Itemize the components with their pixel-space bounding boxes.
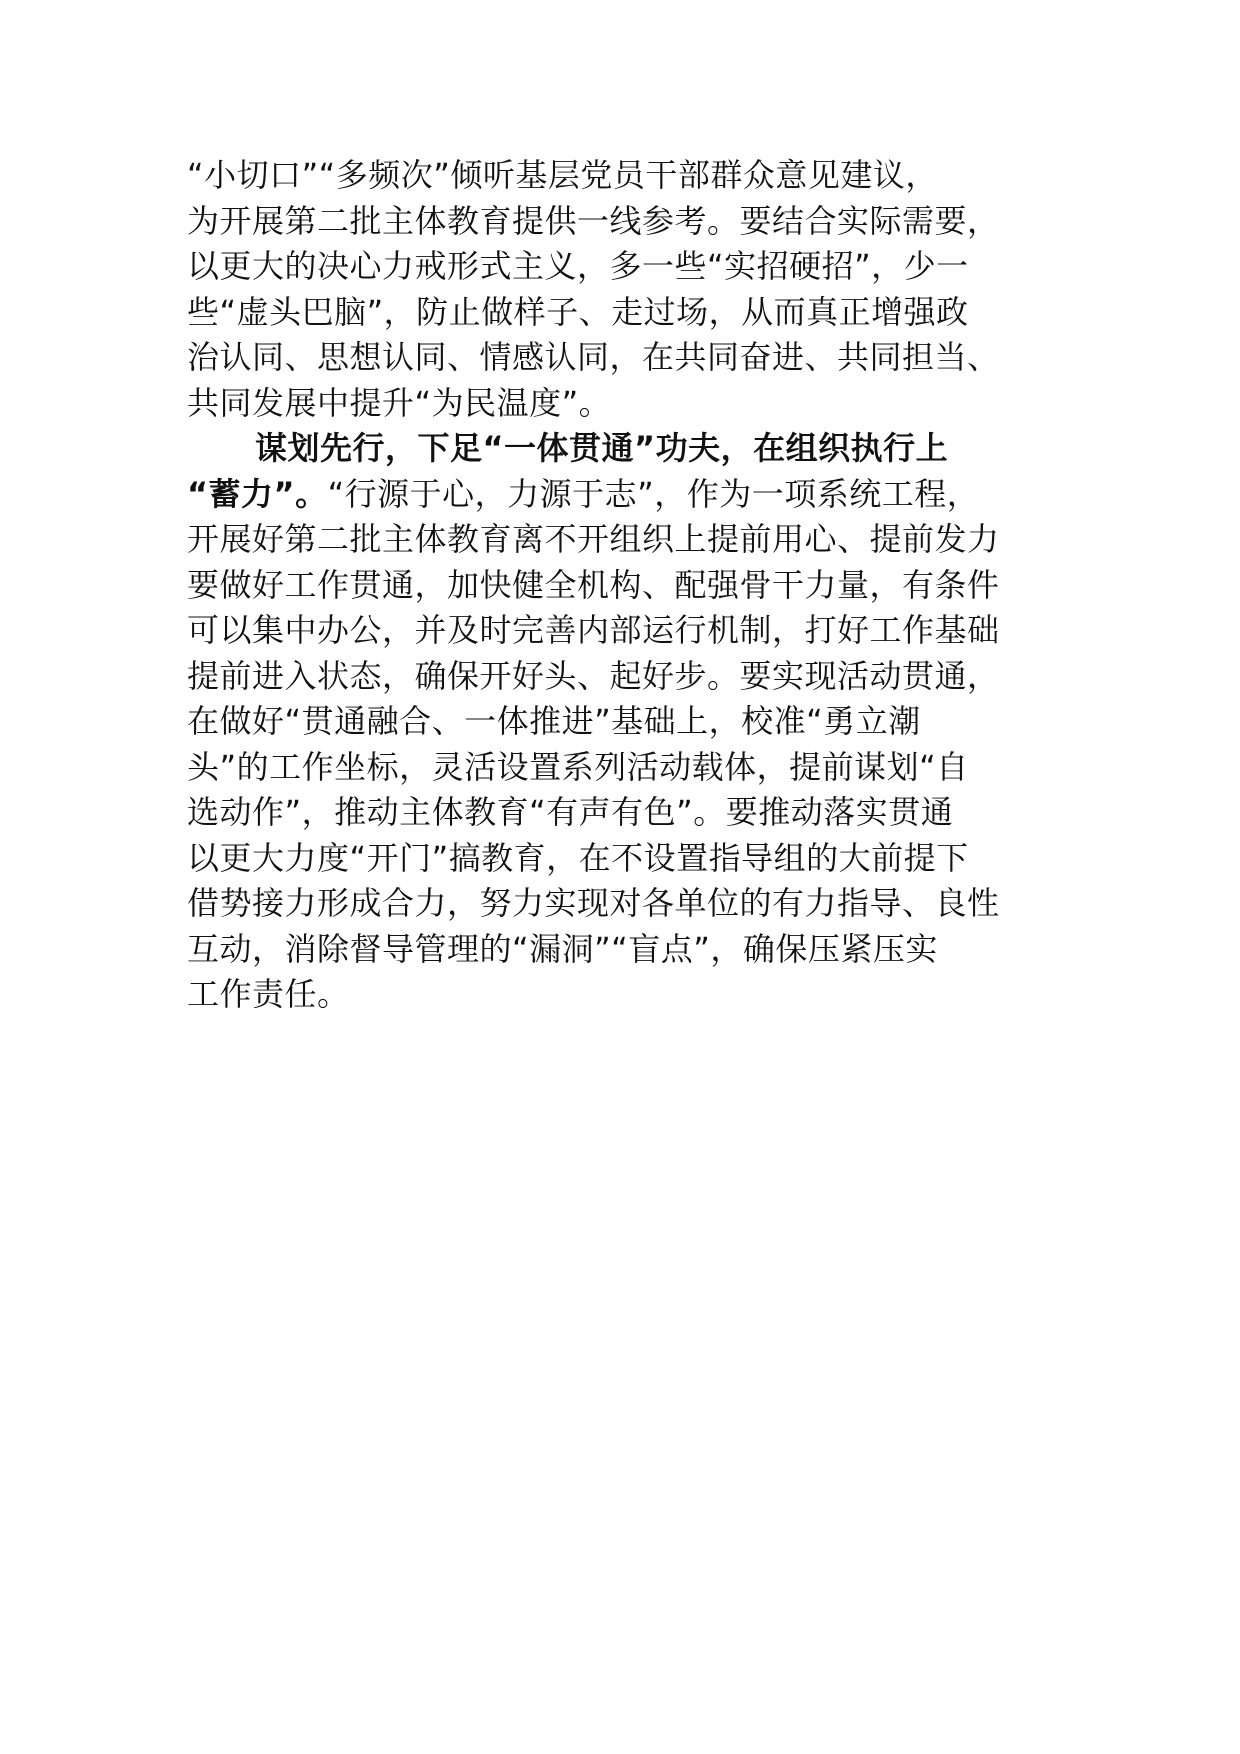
paragraph-2-line-10: 以更大力度“开门”搞教育，在不设置指导组的大前提下 (187, 838, 969, 877)
paragraph-2-line-8: 头”的工作坐标，灵活设置系列活动载体，提前谋划“自 (187, 747, 969, 786)
paragraph-2-line-6: 提前进入状态，确保开好头、起好步。要实现活动贯通， (187, 656, 1000, 695)
paragraph-2-line-9: 选动作”，推动主体教育“有声有色”。要推动落实贯通 (187, 793, 954, 831)
paragraph-2-line-5: 可以集中办公，并及时完善内部运行机制，打好工作基础 (187, 611, 1000, 649)
paragraph-2-line-3: 开展好第二批主体教育离不开组织上提前用心、提前发力 (187, 520, 1000, 558)
paragraph-2-line-11: 借势接力形成合力，努力实现对各单位的有力指导、良性 (187, 884, 1000, 922)
paragraph-2-heading-line-1: 谋划先行，下足“一体贯通”功夫，在组织执行上 (255, 429, 949, 467)
paragraph-1-line-3: 以更大的决心力戒形式主义，多一些“实招硬招”，少一 (187, 247, 969, 285)
paragraph-1-line-2: 为开展第二批主体教育提供一线参考。要结合实际需要， (187, 201, 1000, 240)
paragraph-1-line-1: “小切口”“多频次”倾听基层党员干部群众意见建议， (187, 156, 938, 194)
paragraph-2-line-7: 在做好“贯通融合、一体推进”基础上，校准“勇立潮 (187, 702, 921, 740)
paragraph-2-line-2 (187, 472, 1087, 518)
paragraph-2-line-4: 要做好工作贯通，加快健全机构、配强骨干力量，有条件 (187, 565, 1000, 604)
paragraph-2-line-2-rest: “行源于心，力源于志”，作为一项系统工程， (327, 474, 980, 513)
paragraph-2-line-12: 互动，消除督导管理的“漏洞”“盲点”，确保压紧压实 (187, 929, 938, 968)
paragraph-1-line-6: 共同发展中提升“为民温度”。 (187, 383, 612, 422)
paragraph-1-line-5: 治认同、思想认同、情感认同，在共同奋进、共同担当、 (187, 338, 1000, 376)
document-body (187, 153, 1087, 1018)
paragraph-1-line-4: 些“虚头巴脑”，防止做样子、走过场，从而真正增强政 (187, 292, 969, 331)
paragraph-2-heading-line-2: “蓄力”。 (187, 474, 328, 513)
paragraph-2-line-13: 工作责任。 (187, 975, 350, 1013)
